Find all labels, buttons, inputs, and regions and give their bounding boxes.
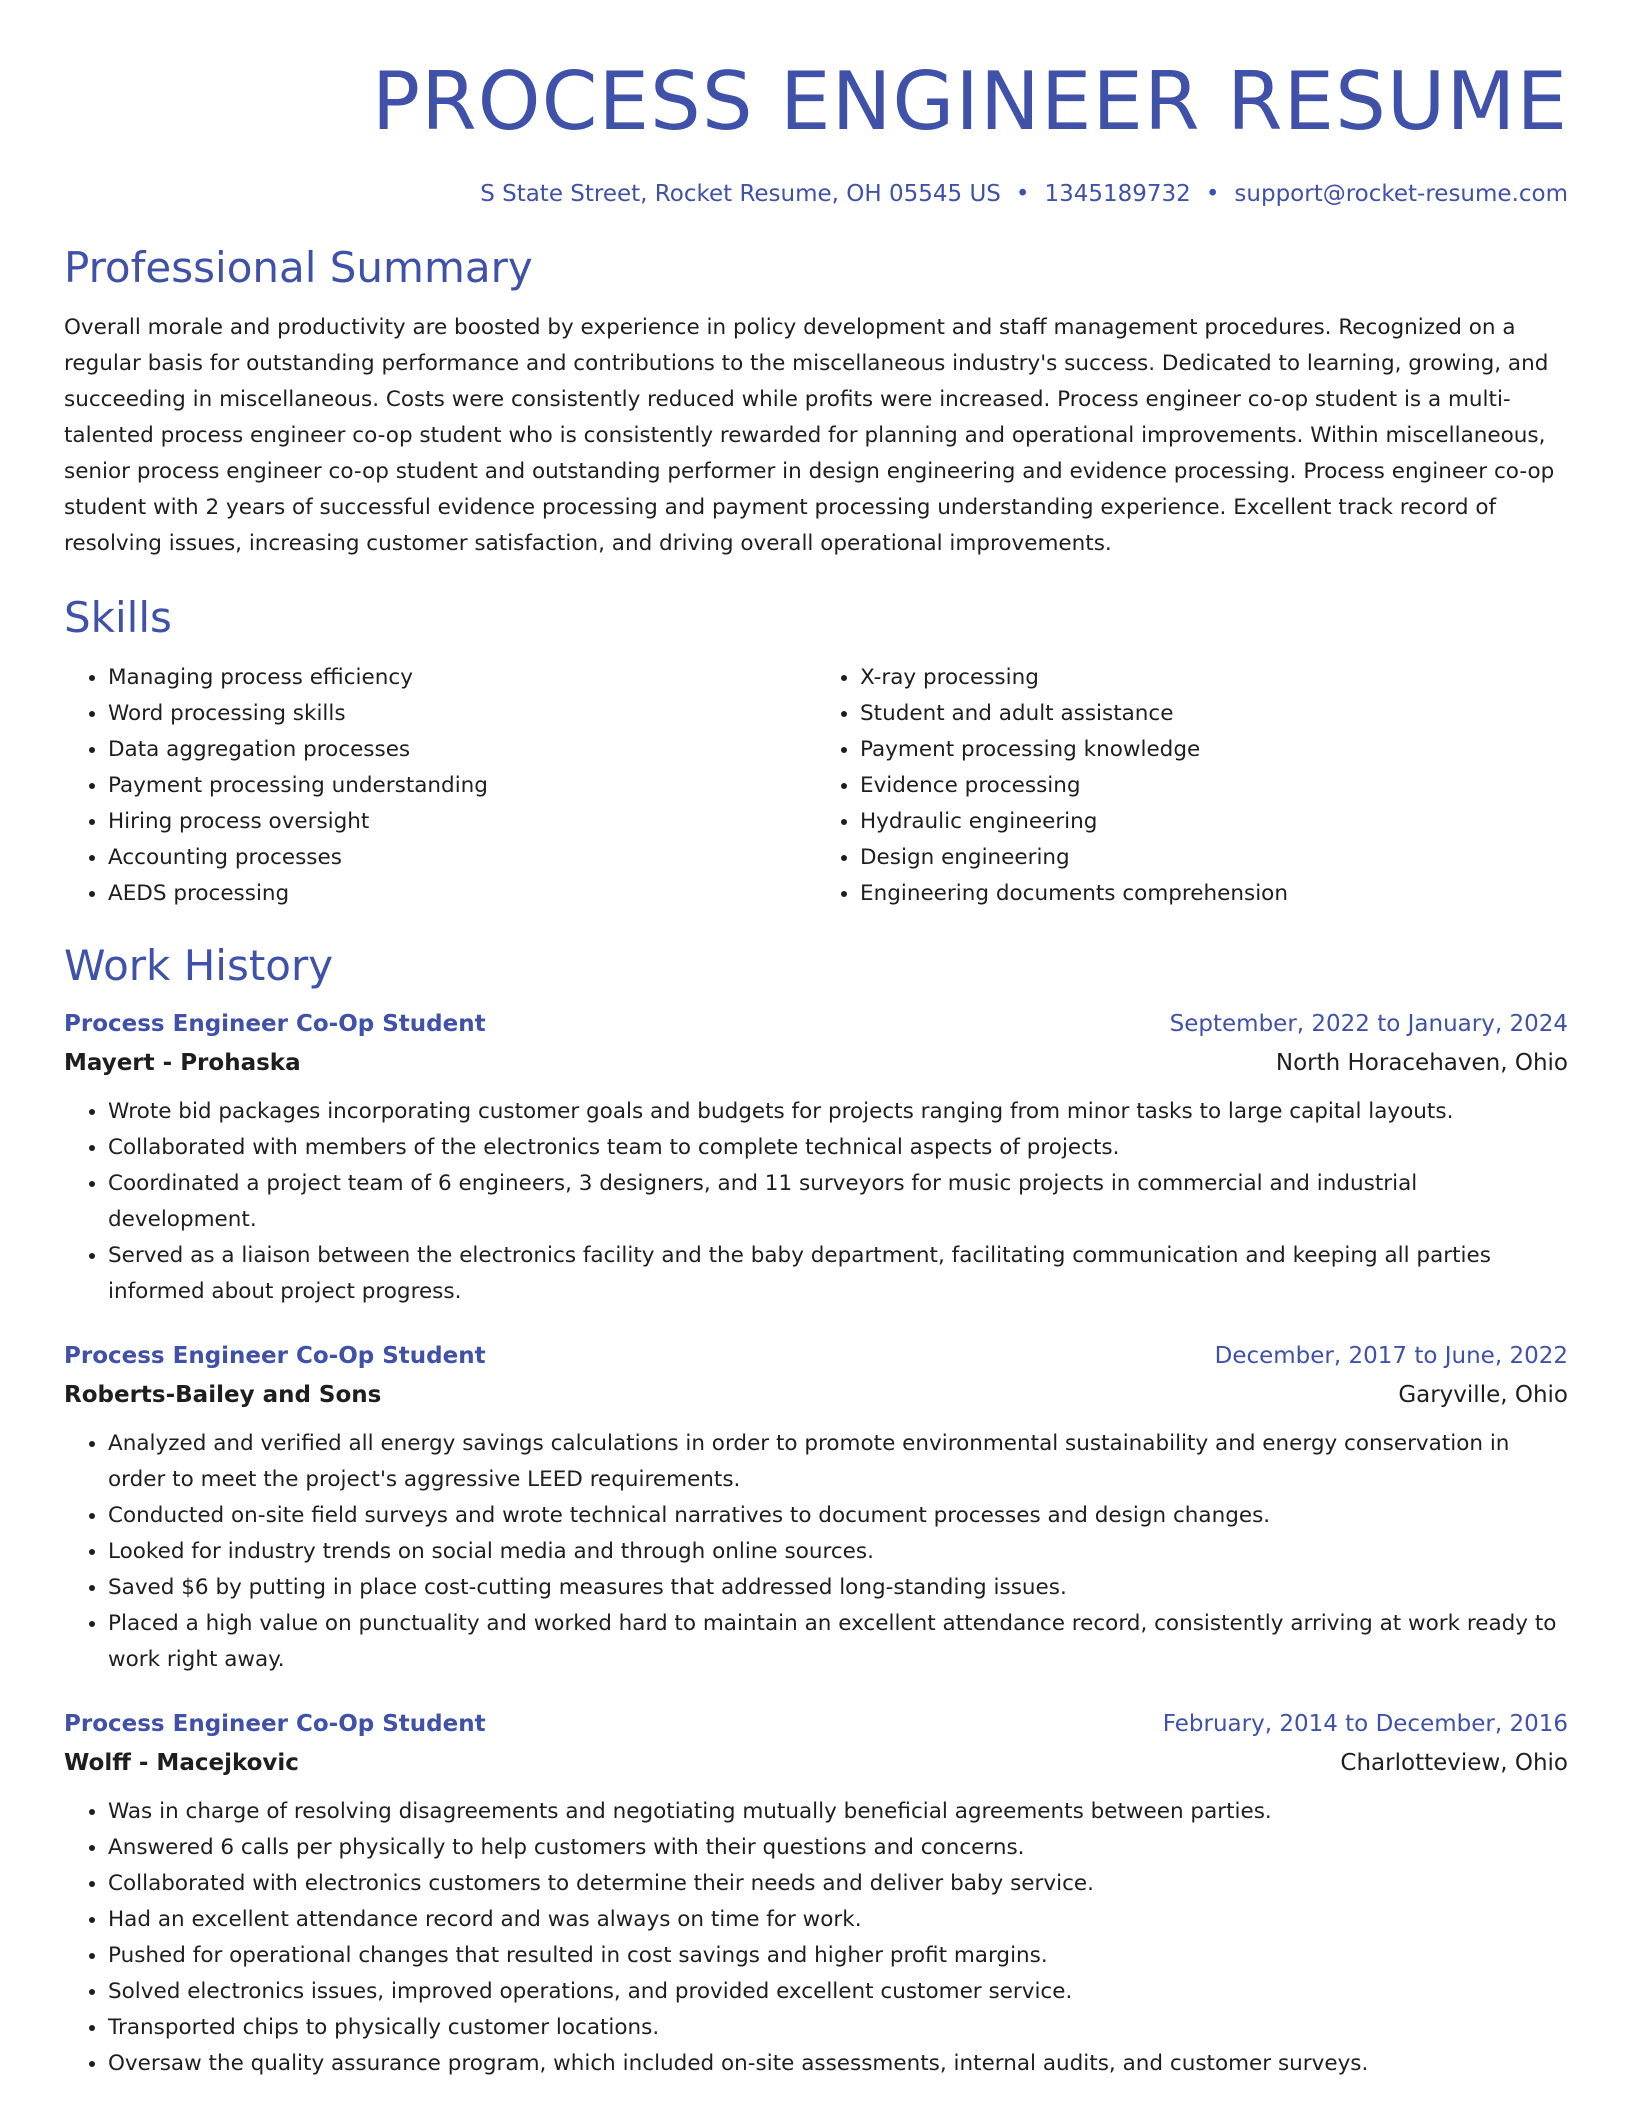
- work-history-heading: Work History: [64, 941, 334, 990]
- job-bullets: [64, 1094, 1568, 1310]
- job-bullets: [64, 1426, 1568, 1678]
- job-bullet: • Wrote bid packages incorporating customer goals and budgets for projects ranging from minor tasks to large capital layouts.: [108, 1094, 1568, 1130]
- job-bullets: [64, 1794, 1568, 2082]
- job-bullet: • Had an excellent attendance record and was always on time for work.: [108, 1902, 1568, 1938]
- job-bullet: • Served as a liaison between the electronics facility and the baby department, facilitating communication and keeping all parties informed about project progress.: [108, 1238, 1568, 1310]
- skills-column-right: [816, 660, 1568, 912]
- contact-email[interactable]: support@rocket-resume.com: [1234, 181, 1568, 207]
- skill-item: • Student and adult assistance: [860, 696, 1568, 732]
- skill-item: • Managing process efficiency: [108, 660, 816, 696]
- resume-title: PROCESS ENGINEER RESUME: [371, 55, 1568, 148]
- job-title: Process Engineer Co-Op Student: [64, 1343, 486, 1369]
- job-title: Process Engineer Co-Op Student: [64, 1011, 486, 1037]
- summary-heading: Professional Summary: [64, 243, 533, 292]
- job-dates: September, 2022 to January, 2024: [1169, 1011, 1568, 1037]
- contact-separator: •: [1015, 181, 1030, 207]
- job-location: Charlotteview, Ohio: [1340, 1750, 1568, 1776]
- contact-line: [64, 178, 1568, 210]
- skills-heading: Skills: [64, 593, 172, 642]
- job-bullet: • Was in charge of resolving disagreements and negotiating mutually beneficial agreements between parties.: [108, 1794, 1568, 1830]
- contact-phone[interactable]: 1345189732: [1044, 181, 1191, 207]
- skill-item: • Accounting processes: [108, 840, 816, 876]
- skills-list: [64, 660, 1568, 912]
- skill-item: • X-ray processing: [860, 660, 1568, 696]
- job-bullet: • Pushed for operational changes that resulted in cost savings and higher profit margins.: [108, 1938, 1568, 1974]
- job-bullet: • Answered 6 calls per physically to help customers with their questions and concerns.: [108, 1830, 1568, 1866]
- skills-column-left: [64, 660, 816, 912]
- skill-item: • Hiring process oversight: [108, 804, 816, 840]
- skill-item: • Payment processing knowledge: [860, 732, 1568, 768]
- job-bullet: • Collaborated with electronics customers to determine their needs and deliver baby service.: [108, 1866, 1568, 1902]
- job-bullet: • Collaborated with members of the electronics team to complete technical aspects of projects.: [108, 1130, 1568, 1166]
- skill-item: • Data aggregation processes: [108, 732, 816, 768]
- skill-item: • AEDS processing: [108, 876, 816, 912]
- skill-item: • Design engineering: [860, 840, 1568, 876]
- skill-item: • Engineering documents comprehension: [860, 876, 1568, 912]
- job-bullet: • Transported chips to physically customer locations.: [108, 2010, 1568, 2046]
- job-bullet: • Analyzed and verified all energy savings calculations in order to promote environmental sustainability and energy conservation in order to meet the project's aggressive LEED requirements.: [108, 1426, 1568, 1498]
- job-dates: February, 2014 to December, 2016: [1162, 1711, 1568, 1737]
- job-location: North Horacehaven, Ohio: [1275, 1050, 1568, 1076]
- job-company: Wolff - Macejkovic: [64, 1750, 299, 1776]
- job-bullet: • Saved $6 by putting in place cost-cutting measures that addressed long-standing issues.: [108, 1570, 1568, 1606]
- skill-item: • Evidence processing: [860, 768, 1568, 804]
- job-title: Process Engineer Co-Op Student: [64, 1711, 486, 1737]
- job-bullet: • Oversaw the quality assurance program, which included on-site assessments, internal audits, and customer surveys.: [108, 2046, 1568, 2082]
- resume-header: [64, 0, 1568, 210]
- job-bullet: • Conducted on-site field surveys and wrote technical narratives to document processes and design changes.: [108, 1498, 1568, 1534]
- job-bullet: • Placed a high value on punctuality and worked hard to maintain an excellent attendance record, consistently arriving at work ready to work right away.: [108, 1606, 1568, 1678]
- job-bullet: • Solved electronics issues, improved operations, and provided excellent customer service.: [108, 1974, 1568, 2010]
- job-company: Roberts-Bailey and Sons: [64, 1382, 382, 1408]
- job-company: Mayert - Prohaska: [64, 1050, 301, 1076]
- job-bullet: • Looked for industry trends on social media and through online sources.: [108, 1534, 1568, 1570]
- skill-item: • Hydraulic engineering: [860, 804, 1568, 840]
- job-entry: [64, 1336, 1568, 1678]
- job-location: Garyville, Ohio: [1398, 1382, 1568, 1408]
- job-bullet: • Coordinated a project team of 6 engineers, 3 designers, and 11 surveyors for music projects in commercial and industrial development.: [108, 1166, 1568, 1238]
- contact-address: S State Street, Rocket Resume, OH 05545 US: [480, 181, 1001, 207]
- skill-item: • Payment processing understanding: [108, 768, 816, 804]
- job-entry: [64, 1004, 1568, 1310]
- contact-separator: •: [1205, 181, 1220, 207]
- summary-text: Overall morale and productivity are boosted by experience in policy development and staff management procedures. Recognized on a regular basis for outstanding performance and contributions to the miscellaneous industry's success. Dedicated to learning, growing, and succeeding in miscellaneous. Costs were consistently reduced while profits were increased. Process engineer co-op student is a multi-talented process engineer co-op student who is consistently rewarded for planning and operational improvements. Within miscellaneous, senior process engineer co-op student and outstanding performer in design engineering and evidence processing. Process engineer co-op student with 2 years of successful evidence processing and payment processing understanding experience. Excellent track record of resolving issues, increasing customer satisfaction, and driving overall operational improvements.: [64, 315, 1555, 556]
- skill-item: • Word processing skills: [108, 696, 816, 732]
- job-entry: [64, 1704, 1568, 2082]
- job-dates: December, 2017 to June, 2022: [1214, 1343, 1568, 1369]
